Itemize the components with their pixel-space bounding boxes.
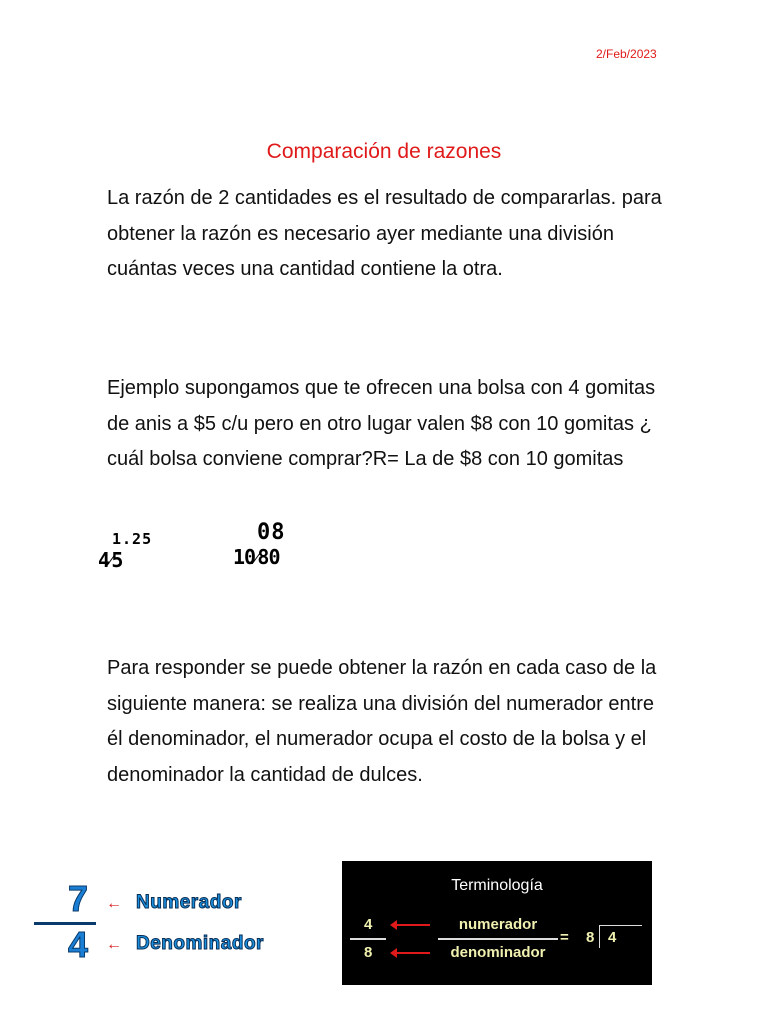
terminology-title: Terminología xyxy=(451,877,543,894)
terminology-fraction-bar xyxy=(350,938,386,940)
terminology-word-bar xyxy=(438,938,558,940)
terminology-denominator-word: denominador xyxy=(450,944,546,961)
terminology-numerator-value: 4 xyxy=(364,916,373,933)
paragraph-definition: La razón de 2 cantidades es el resultado de compararlas. para obtener la razón es necesario ayer mediante una división cuántas veces una cantidad contiene la otra. xyxy=(107,187,662,280)
terminology-equals: = xyxy=(560,929,569,946)
terminology-divisor: 8 xyxy=(586,929,595,946)
terminology-dividend: 4 xyxy=(608,929,617,946)
arrow-left-icon: ← xyxy=(106,936,122,953)
terminology-denominator-value: 8 xyxy=(364,944,373,961)
paragraph-explanation: Para responder se puede obtener la razón en cada caso de la siguiente manera: se realiza una división del numerador entre él denominador, el numerador ocupa el costo de la bolsa y el denominador la cantidad de dulces. xyxy=(107,657,657,786)
arrow-left-icon xyxy=(396,952,430,954)
fraction-figure xyxy=(30,878,300,965)
handwritten-quotient-1: 1.25 xyxy=(112,530,153,548)
handwritten-division-1 xyxy=(98,530,152,573)
handwritten-quotient-2: 08 xyxy=(257,520,286,545)
handwritten-dividend-1: 4⁄5 xyxy=(98,548,123,572)
paragraph-example: Ejemplo supongamos que te ofrecen una bolsa con 4 gomitas de anis a $5 c/u pero en otro lugar valen $8 con 10 gomitas ¿ cuál bolsa conviene comprar?R= La de $8 con 10 gomitas xyxy=(107,377,656,470)
arrow-left-icon xyxy=(396,924,430,926)
long-division-bracket xyxy=(599,925,642,948)
terminology-box xyxy=(342,861,652,985)
fraction-denominator: 4 xyxy=(67,924,89,965)
arrow-left-icon: ← xyxy=(106,895,122,912)
terminology-numerator-word: numerador xyxy=(458,916,538,933)
handwritten-dividend-2: 10⁄80 xyxy=(233,545,280,569)
page-title: Comparación de razones xyxy=(266,140,502,163)
fraction-numerator: 7 xyxy=(67,878,89,919)
denominator-label: Denominador xyxy=(136,933,264,954)
date-label: 2/Feb/2023 xyxy=(596,47,657,61)
numerator-label: Numerador xyxy=(136,892,242,913)
handwritten-division-2 xyxy=(233,520,286,570)
